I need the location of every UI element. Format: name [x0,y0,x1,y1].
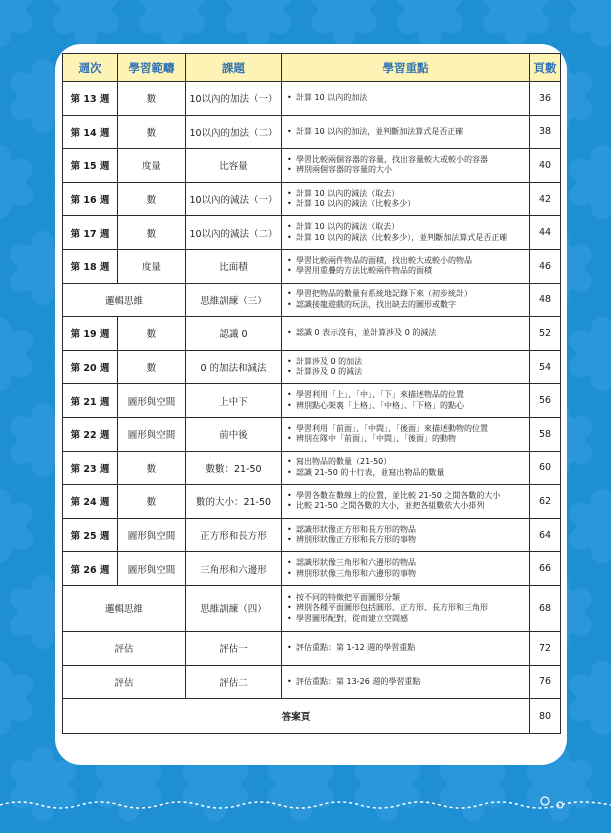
row-page: 66 [530,552,561,586]
table-header-row [63,54,561,82]
row-focus [282,249,530,283]
focus-list [287,93,529,104]
row-page: 46 [530,249,561,283]
row-focus [282,585,530,631]
row-topic: 比面積 [186,249,282,283]
header-topic: 課題 [186,54,282,82]
focus-item: • 計算 10 以內的減法（比較多少），並判斷加法算式是否正確 [287,233,529,244]
focus-list [287,289,529,310]
row-page: 36 [530,82,561,116]
table-row [63,283,561,317]
row-area: 圖形與空間 [118,417,186,451]
row-focus [282,384,530,418]
row-area: 數 [118,216,186,250]
row-category: 邏輯思維 [63,283,186,317]
focus-list [287,357,529,378]
focus-item: • 辨別兩個容器的容量的大小 [287,165,529,176]
flower-shape [139,0,205,47]
row-page: 56 [530,384,561,418]
row-focus [282,552,530,586]
table-row [63,417,561,451]
focus-item: • 學習各數在數線上的位置，並比較 21-50 之間各數的大小 [287,491,529,502]
row-focus [282,82,530,116]
flower-shape [569,145,611,219]
flower-shape [0,661,33,735]
row-focus [282,182,530,216]
focus-item: • 計算 10 以內的減法（取去） [287,189,529,200]
row-focus [282,518,530,552]
focus-item: • 學習比較兩個容器的容量，找出容量較大或較小的容器 [287,155,529,166]
row-area: 圖形與空間 [118,384,186,418]
focus-item: • 按不同的特徵把平面圖形分類 [287,593,529,604]
focus-item: • 學習用重疊的方法比較兩件物品的面積 [287,266,529,277]
focus-list [287,424,529,445]
focus-list [287,127,529,138]
row-topic: 認識 0 [186,317,282,351]
row-page: 62 [530,485,561,519]
focus-item: • 學習利用「前面」、「中間」、「後面」來描述動物的位置 [287,424,529,435]
row-focus [282,631,530,665]
row-area: 數 [118,82,186,116]
row-week: 第 23 週 [63,451,118,485]
row-page: 68 [530,585,561,631]
flower-shape [0,489,33,563]
focus-list [287,189,529,210]
row-week: 第 14 週 [63,115,118,149]
answer-row [63,699,561,734]
focus-item: • 認識 0 表示沒有，並計算涉及 0 的減法 [287,328,529,339]
focus-item: • 計算涉及 0 的減法 [287,367,529,378]
row-page: 64 [530,518,561,552]
row-week: 第 19 週 [63,317,118,351]
header-area: 學習範疇 [118,54,186,82]
table-row [63,384,561,418]
focus-item: • 比較 21-50 之間各數的大小，並把各組數依大小排列 [287,501,529,512]
row-area: 數 [118,182,186,216]
header-page: 頁數 [530,54,561,82]
focus-item: • 學習比較兩件物品的面積，找出較大或較小的物品 [287,256,529,267]
row-topic: 前中後 [186,417,282,451]
row-topic: 思維訓練（四） [186,585,282,631]
row-topic: 10以內的加法（二） [186,115,282,149]
row-category: 評估 [63,665,186,699]
row-focus [282,283,530,317]
row-topic: 上中下 [186,384,282,418]
table-row [63,82,561,116]
focus-item: • 學習把物品的數量有系統地記錄下來（初步統計） [287,289,529,300]
focus-list [287,328,529,339]
focus-item: • 認識形狀像正方形和長方形的物品 [287,525,529,536]
row-page: 44 [530,216,561,250]
row-page: 52 [530,317,561,351]
focus-item: • 計算 10 以內的加法 [287,93,529,104]
focus-item: • 學習利用「上」、「中」、「下」來描述物品的位置 [287,390,529,401]
row-topic: 10以內的加法（一） [186,82,282,116]
table-row [63,631,561,665]
row-area: 度量 [118,149,186,183]
flower-shape [0,317,33,391]
flower-shape [569,0,611,47]
flower-shape [53,0,119,47]
row-area: 數 [118,317,186,351]
row-area: 度量 [118,249,186,283]
focus-item: • 認識 21-50 的十行表，並寫出物品的數量 [287,468,529,479]
table-row [63,665,561,699]
row-week: 第 15 週 [63,149,118,183]
table-row [63,451,561,485]
row-topic: 數數：21-50 [186,451,282,485]
table-row [63,518,561,552]
table-body [63,82,561,699]
row-week: 第 18 週 [63,249,118,283]
focus-list [287,390,529,411]
answer-page: 80 [530,699,561,734]
row-topic: 10以內的減法（一） [186,182,282,216]
focus-item: • 寫出物品的數量（21-50） [287,457,529,468]
row-focus [282,665,530,699]
flower-shape [0,145,33,219]
flower-shape [225,0,291,47]
focus-list [287,593,529,625]
answer-label: 答案頁 [63,699,530,734]
row-topic: 數的大小：21-50 [186,485,282,519]
row-week: 第 13 週 [63,82,118,116]
focus-list [287,256,529,277]
focus-item: • 辨別點心架裏「上格」、「中格」、「下格」的點心 [287,401,529,412]
focus-item: • 計算 10 以內的減法（比較多少） [287,199,529,210]
focus-item: • 辨別在隊中「前面」、「中間」、「後面」的動物 [287,434,529,445]
focus-item: • 認識形狀像三角形和六邊形的物品 [287,558,529,569]
focus-item: • 認識接龍遊戲的玩法，找出缺去的圖形或數字 [287,300,529,311]
focus-item: • 學習圖形配對，從而建立空間感 [287,614,529,625]
focus-list [287,222,529,243]
header-focus: 學習重點 [282,54,530,82]
row-page: 48 [530,283,561,317]
focus-item: • 計算涉及 0 的加法 [287,357,529,368]
focus-item: • 辨別各種平面圖形包括圓形、正方形、長方形和三角形 [287,603,529,614]
table-row [63,182,561,216]
table-row [63,249,561,283]
row-page: 38 [530,115,561,149]
focus-list [287,525,529,546]
row-week: 第 25 週 [63,518,118,552]
row-area: 圖形與空間 [118,518,186,552]
row-focus [282,216,530,250]
focus-item: • 辨別形狀像三角形和六邊形的事物 [287,569,529,580]
row-area: 圖形與空間 [118,552,186,586]
flower-shape [569,661,611,735]
row-topic: 評估二 [186,665,282,699]
header-week: 週次 [63,54,118,82]
row-topic: 0 的加法和減法 [186,350,282,384]
row-focus [282,485,530,519]
row-area: 數 [118,451,186,485]
table-row [63,585,561,631]
row-week: 第 22 週 [63,417,118,451]
table-row [63,552,561,586]
row-focus [282,317,530,351]
flower-shape [0,0,33,47]
table-row [63,317,561,351]
table-row [63,485,561,519]
row-page: 76 [530,665,561,699]
row-topic: 評估一 [186,631,282,665]
row-category: 評估 [63,631,186,665]
row-focus [282,149,530,183]
contents-card [55,44,567,765]
row-week: 第 16 週 [63,182,118,216]
row-category: 邏輯思維 [63,585,186,631]
row-week: 第 24 週 [63,485,118,519]
table-row [63,350,561,384]
table-row [63,149,561,183]
row-page: 54 [530,350,561,384]
focus-list [287,457,529,478]
contents-table [62,53,561,734]
row-page: 40 [530,149,561,183]
row-week: 第 26 週 [63,552,118,586]
focus-item: • 評估重點：第 1-12 週的學習重點 [287,643,529,654]
row-area: 數 [118,115,186,149]
row-page: 60 [530,451,561,485]
flower-shape [483,0,549,47]
focus-list [287,643,529,654]
flower-shape [569,489,611,563]
table-row [63,216,561,250]
row-topic: 三角形和六邊形 [186,552,282,586]
row-focus [282,451,530,485]
table-row [63,115,561,149]
dotted-wave-decoration [0,795,611,825]
row-focus [282,417,530,451]
row-topic: 思維訓練（三） [186,283,282,317]
row-area: 數 [118,485,186,519]
row-topic: 比容量 [186,149,282,183]
focus-item: • 計算 10 以內的加法，並判斷加法算式是否正確 [287,127,529,138]
focus-list [287,155,529,176]
row-week: 第 17 週 [63,216,118,250]
row-topic: 正方形和長方形 [186,518,282,552]
row-topic: 10以內的減法（二） [186,216,282,250]
row-week: 第 20 週 [63,350,118,384]
focus-list [287,677,529,688]
row-page: 42 [530,182,561,216]
row-page: 72 [530,631,561,665]
row-focus [282,115,530,149]
focus-list [287,491,529,512]
focus-item: • 計算 10 以內的減法（取去） [287,222,529,233]
row-focus [282,350,530,384]
row-area: 數 [118,350,186,384]
flower-shape [397,0,463,47]
row-page: 58 [530,417,561,451]
flower-shape [311,0,377,47]
focus-list [287,558,529,579]
flower-shape [569,317,611,391]
focus-item: • 評估重點：第 13-26 週的學習重點 [287,677,529,688]
row-week: 第 21 週 [63,384,118,418]
focus-item: • 辨別形狀像正方形和長方形的事物 [287,535,529,546]
